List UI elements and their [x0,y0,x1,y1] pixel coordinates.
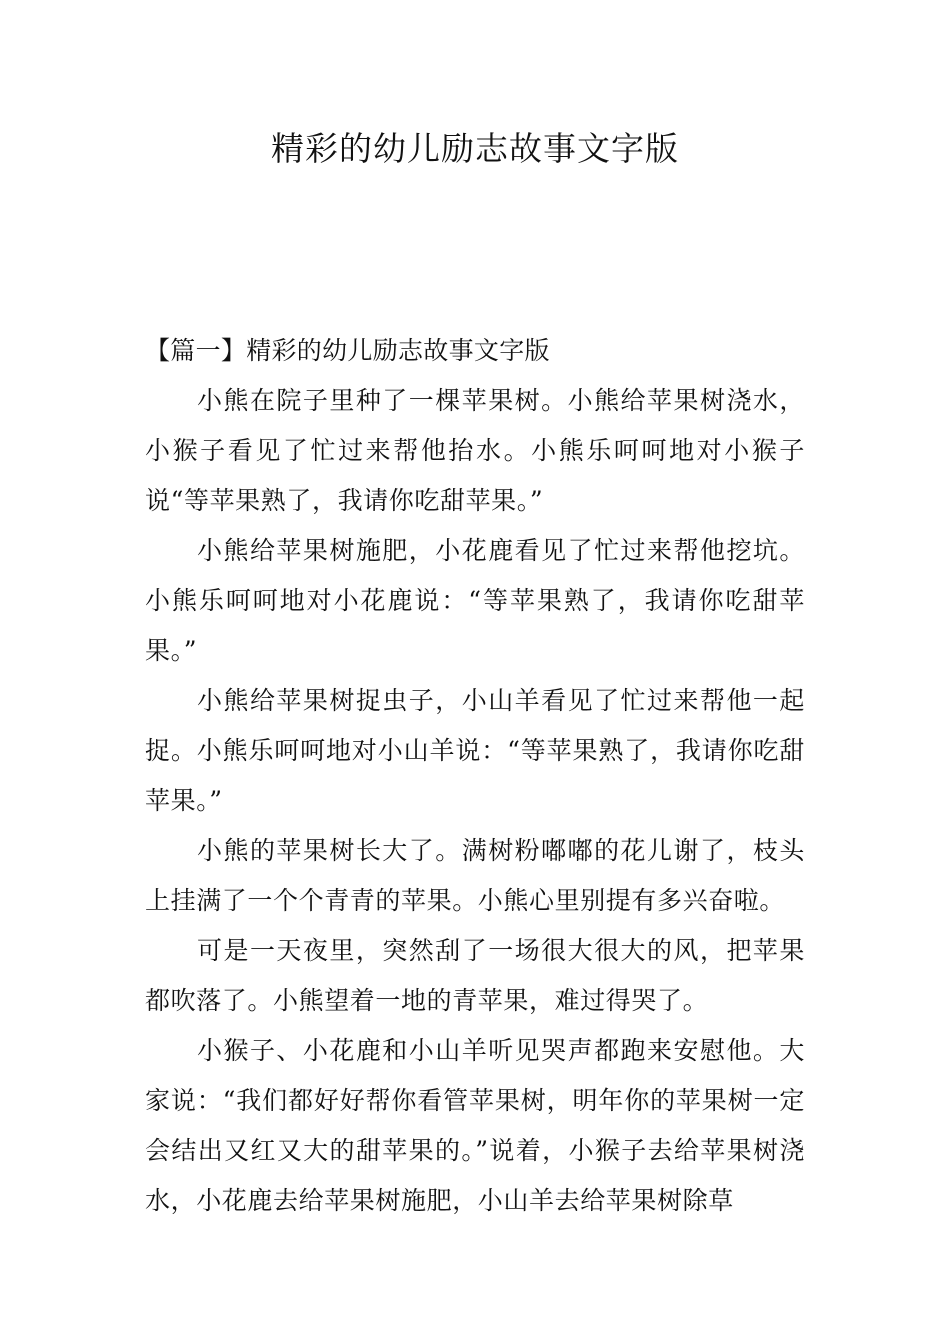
document-body [145,326,805,1226]
paragraph: 小熊在院子里种了一棵苹果树。小熊给苹果树浇水，小猴子看见了忙过来帮他抬水。小熊乐呵呵地对小猴子说“等苹果熟了，我请你吃甜苹果。” [145,386,805,515]
paragraph: 小熊给苹果树施肥，小花鹿看见了忙过来帮他挖坑。小熊乐呵呵地对小花鹿说：“等苹果熟了，我请你吃甜苹果。” [145,536,805,665]
paragraph: 小猴子、小花鹿和小山羊听见哭声都跑来安慰他。大家说：“我们都好好帮你看管苹果树，明年你的苹果树一定会结出又红又大的甜苹果的。”说着，小猴子去给苹果树浇水，小花鹿去给苹果树施肥，小山羊去给苹果树除草 [145,1036,805,1215]
paragraph: 小熊给苹果树捉虫子，小山羊看见了忙过来帮他一起捉。小熊乐呵呵地对小山羊说：“等苹果熟了，我请你吃甜苹果。” [145,686,805,815]
paragraph: 可是一天夜里，突然刮了一场很大很大的风，把苹果都吹落了。小熊望着一地的青苹果，难过得哭了。 [145,936,805,1015]
document-title: 精彩的幼儿励志故事文字版 [271,129,679,168]
section-heading: 【篇一】精彩的幼儿励志故事文字版 [145,336,550,365]
paragraph: 小熊的苹果树长大了。满树粉嘟嘟的花儿谢了，枝头上挂满了一个个青青的苹果。小熊心里别提有多兴奋啦。 [145,836,805,915]
